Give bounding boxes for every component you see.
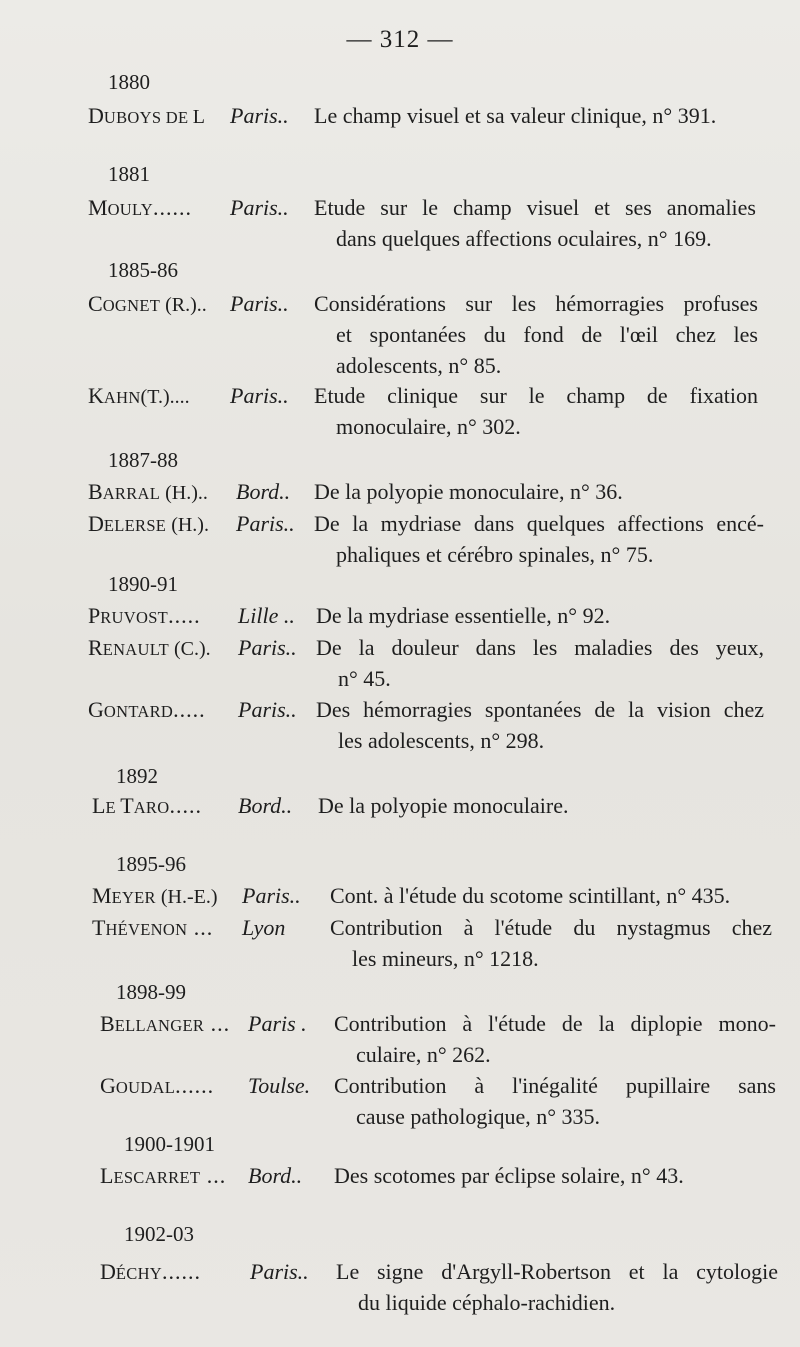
section-year: 1890-91 (108, 572, 178, 596)
bibliography-entry (88, 380, 758, 442)
entry-place: Lyon (242, 915, 286, 940)
section-year: 1892 (116, 764, 158, 788)
bibliography-entry (88, 632, 764, 694)
entry-place: Lille .. (238, 603, 295, 628)
entry-title: Considérations sur les hémorragies profuses et spontanées du fond de l'œil chez les adolescents, n° 85. (314, 291, 758, 378)
entry-place: Paris . (248, 1011, 307, 1036)
section-year: 1895-96 (116, 852, 186, 876)
entry-place: Paris.. (242, 883, 301, 908)
entry-place: Bord.. (238, 793, 293, 818)
section-year: 1885-86 (108, 258, 178, 282)
bibliography-entry (100, 1256, 778, 1318)
entry-author: BARRAL (H.).. (88, 479, 208, 504)
entry-author: GOUDAL...... (100, 1073, 215, 1098)
entry-author: DUBOYS DE L (88, 103, 205, 128)
entry-author: LE TARO..... (92, 793, 202, 818)
bibliography-entry (88, 192, 756, 254)
entry-author: MOULY...... (88, 195, 192, 220)
bibliography-entry (100, 1070, 776, 1132)
section-year: 1881 (108, 162, 150, 186)
entry-title: Contribution à l'inégalité pupillaire sans cause pathologique, n° 335. (334, 1073, 776, 1129)
entry-title: De la polyopie monoculaire. (318, 793, 569, 818)
bibliography-entry (88, 694, 764, 756)
entry-author: COGNET (R.).. (88, 291, 207, 316)
entry-author: LESCARRET ... (100, 1163, 227, 1188)
entry-title: Le signe d'Argyll-Robertson et la cytologie du liquide céphalo-rachidien. (336, 1259, 778, 1315)
entry-place: Paris.. (230, 195, 289, 220)
section-year: 1887-88 (108, 448, 178, 472)
bibliography-entry (88, 508, 764, 570)
entry-place: Paris.. (230, 103, 289, 128)
bibliography-entry (92, 790, 764, 823)
bibliography-entry (100, 1160, 776, 1193)
entry-title: Le champ visuel et sa valeur clinique, n° 391. (314, 103, 717, 128)
entry-title: Des scotomes par éclipse solaire, n° 43. (334, 1163, 684, 1188)
entry-author: KAHN(T.).... (88, 383, 190, 408)
bibliography-entry (92, 912, 772, 974)
entry-place: Toulse. (248, 1073, 311, 1098)
section-year: 1898-99 (116, 980, 186, 1004)
entry-title: Contribution à l'étude du nystagmus chez les mineurs, n° 1218. (330, 915, 772, 971)
entry-author: DELERSE (H.). (88, 511, 209, 536)
entry-place: Bord.. (236, 479, 291, 504)
section-year: 1900-1901 (124, 1132, 215, 1156)
section-year: 1902-03 (124, 1222, 194, 1246)
page-number: — 312 — (346, 26, 454, 53)
entry-place: Paris.. (250, 1259, 309, 1284)
entry-place: Bord.. (248, 1163, 303, 1188)
bibliography-entry (100, 1008, 776, 1070)
entry-title: Contribution à l'étude de la diplopie mono- culaire, n° 262. (334, 1011, 776, 1067)
entry-title: Etude clinique sur le champ de fixation monoculaire, n° 302. (314, 383, 758, 439)
entry-title: De la polyopie monoculaire, n° 36. (314, 479, 623, 504)
entry-author: BELLANGER ... (100, 1011, 231, 1036)
entry-title: Cont. à l'étude du scotome scintillant, n° 435. (330, 883, 731, 908)
section-year: 1880 (108, 70, 150, 94)
bibliography-entry (88, 100, 764, 133)
entry-place: Paris.. (236, 511, 295, 536)
entry-author: DÉCHY...... (100, 1259, 202, 1284)
entry-place: Paris.. (238, 697, 297, 722)
entry-author: PRUVOST..... (88, 603, 201, 628)
bibliography-entry (88, 600, 764, 633)
entry-place: Paris.. (230, 291, 289, 316)
entry-place: Paris.. (230, 383, 289, 408)
entry-author: MEYER (H.-E.) (92, 883, 218, 908)
entry-author: GONTARD..... (88, 697, 206, 722)
entry-title: De la mydriase essentielle, n° 92. (316, 603, 611, 628)
entry-title: Des hémorragies spontanées de la vision chez les adolescents, n° 298. (316, 697, 764, 753)
entry-title: De la mydriase dans quelques affections encé- phaliques et cérébro spinales, n° 75. (314, 511, 764, 567)
bibliography-entry (92, 880, 772, 913)
entry-author: RENAULT (C.). (88, 635, 211, 660)
entry-title: Etude sur le champ visuel et ses anomalies dans quelques affections oculaires, n° 169. (314, 195, 756, 251)
entry-author: THÉVENON ... (92, 915, 214, 940)
entry-title: De la douleur dans les maladies des yeux, n° 45. (316, 635, 764, 691)
entry-place: Paris.. (238, 635, 297, 660)
bibliography-entry (88, 288, 758, 381)
bibliography-entry (88, 476, 764, 509)
